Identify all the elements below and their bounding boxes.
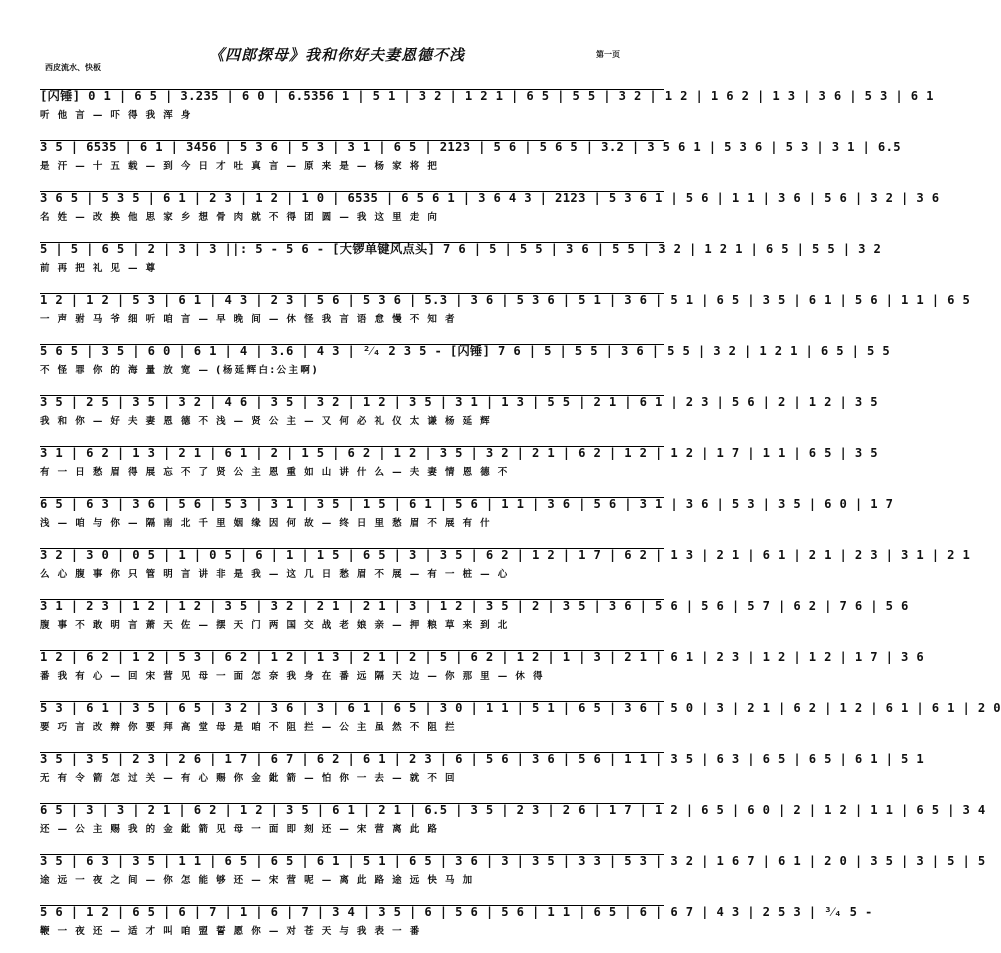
score-system-8 <box>40 443 878 494</box>
lyric-line: 名 姓 — 改 换 他 思 家 乡 想 骨 肉 就 不 得 团 圆 — 我 这 里 走 向 <box>40 212 440 223</box>
notation-line: 5 3 | 6 1 | 3 5 | 6 5 | 3 2 | 3 6 | 3 | 6 1 | 6 5 | 3 0 | 1 1 | 5 1 | 6 5 | 3 6 | 5 0 | 3 | 2 1 | 6 2 | 1 2 | 6 1 | 6 1 | 2 0 <box>40 698 664 718</box>
notation-line: 3 5 | 3 5 | 2 3 | 2 6 | 1 7 | 6 7 | 6 2 | 6 1 | 2 3 | 6 | 5 6 | 3 6 | 5 6 | 1 1 | 3 5 | 6 3 | 6 5 | 6 5 | 6 1 | 5 1 <box>40 749 664 769</box>
score-system-9 <box>40 494 894 545</box>
score-system-3 <box>40 188 940 239</box>
notation-line: 3 5 | 2 5 | 3 5 | 3 2 | 4 6 | 3 5 | 3 2 | 1 2 | 3 5 | 3 1 | 1 3 | 5 5 | 2 1 | 6 1 | 2 3 | 5 6 | 2 | 1 2 | 3 5 <box>40 392 664 412</box>
score-system-5 <box>40 290 971 341</box>
lyric-line: 不 怪 罪 你 的 海 量 放 宽 — (杨延辉白:公主啊) <box>40 365 320 376</box>
score-system-12 <box>40 647 925 698</box>
score-system-11 <box>40 596 909 647</box>
score-system-17 <box>40 902 873 953</box>
lyric-line: 有 一 日 愁 眉 得 展 忘 不 了 贤 公 主 恩 重 如 山 讲 什 么 — 夫 妻 情 恩 德 不 <box>40 467 510 478</box>
lyric-line: 要 巧 言 改 辩 你 要 拜 高 堂 母 是 咱 不 阻 拦 — 公 主 虽 然 不 阻 拦 <box>40 722 457 733</box>
notation-line: 5 6 5 | 3 5 | 6 0 | 6 1 | 4 | 3.6 | 4 3 | ²⁄₄ 2 3 5 - [闪锤] 7 6 | 5 | 5 5 | 3 6 | 5 5 | 3 2 | 1 2 1 | 6 5 | 5 5 <box>40 341 664 361</box>
meter-label: 西皮流水、快板 <box>45 62 101 72</box>
lyric-line: 还 — 公 主 赐 我 的 金 鈚 箭 见 母 一 面 即 刻 还 — 宋 营 离 此 路 <box>40 824 440 835</box>
notation-line: 6 5 | 6 3 | 3 6 | 5 6 | 5 3 | 3 1 | 3 5 | 1 5 | 6 1 | 5 6 | 1 1 | 3 6 | 5 6 | 3 1 | 3 6 | 5 3 | 3 5 | 6 0 | 1 7 <box>40 494 664 514</box>
notation-line: 6 5 | 3 | 3 | 2 1 | 6 2 | 1 2 | 3 5 | 6 1 | 2 1 | 6.5 | 3 5 | 2 3 | 2 6 | 1 7 | 1 2 | 6 5 | 6 0 | 2 | 1 2 | 1 1 | 6 5 | 3 4 <box>40 800 664 820</box>
score-body <box>40 86 1001 953</box>
notation-line: 3 1 | 2 3 | 1 2 | 1 2 | 3 5 | 3 2 | 2 1 | 2 1 | 3 | 1 2 | 3 5 | 2 | 3 5 | 3 6 | 5 6 | 5 6 | 5 7 | 6 2 | 7 6 | 5 6 <box>40 596 664 616</box>
lyric-line: 鞭 一 夜 还 — 适 才 叫 咱 盟 誓 愿 你 — 对 苍 天 与 我 表 一 番 <box>40 926 422 937</box>
score-system-10 <box>40 545 971 596</box>
page-title: 《四郎探母》我和你好夫妻恩德不浅 <box>208 46 465 64</box>
lyric-line: 听 他 言 — 吓 得 我 浑 身 <box>40 110 193 121</box>
lyric-line: 是 汗 — 十 五 载 — 到 今 日 才 吐 真 言 — 原 来 是 — 杨 家 将 把 <box>40 161 440 172</box>
notation-line: [闪锤] 0 1 | 6 5 | 3.235 | 6 0 | 6.5356 1 | 5 1 | 3 2 | 1 2 1 | 6 5 | 5 5 | 3 2 | 1 2 | 1 6 2 | 1 3 | 3 6 | 5 3 | 6 1 <box>40 86 664 106</box>
score-system-7 <box>40 392 878 443</box>
page-number: 第一页 <box>596 49 620 59</box>
score-system-16 <box>40 851 986 902</box>
score-system-13 <box>40 698 1001 749</box>
notation-line: 1 2 | 1 2 | 5 3 | 6 1 | 4 3 | 2 3 | 5 6 | 5 3 6 | 5.3 | 3 6 | 5 3 6 | 5 1 | 3 6 | 5 1 | 6 5 | 3 5 | 6 1 | 5 6 | 1 1 | 6 5 <box>40 290 664 310</box>
lyric-line: 番 我 有 心 — 回 宋 营 见 母 一 面 怎 奈 我 身 在 番 远 隔 天 边 — 你 那 里 — 休 得 <box>40 671 545 682</box>
lyric-line: 一 声 驸 马 爷 细 听 咱 言 — 早 晚 间 — 休 怪 我 言 语 怠 慢 不 知 者 <box>40 314 457 325</box>
lyric-line: 我 和 你 — 好 夫 妻 恩 德 不 浅 — 贤 公 主 — 又 何 必 礼 仪 太 谦 杨 延 辉 <box>40 416 493 427</box>
score-system-14 <box>40 749 925 800</box>
score-system-6 <box>40 341 891 392</box>
notation-line: 3 5 | 6 3 | 3 5 | 1 1 | 6 5 | 6 5 | 6 1 | 5 1 | 6 5 | 3 6 | 3 | 3 5 | 3 3 | 5 3 | 3 2 | 1 6 7 | 6 1 | 2 0 | 3 5 | 3 | 5 | 5 <box>40 851 664 871</box>
lyric-line: 前 再 把 礼 见 — 尊 <box>40 263 158 274</box>
lyric-line: 途 远 一 夜 之 间 — 你 怎 能 够 还 — 宋 营 呢 — 离 此 路 途 远 快 马 加 <box>40 875 475 886</box>
notation-line: 3 1 | 6 2 | 1 3 | 2 1 | 6 1 | 2 | 1 5 | 6 2 | 1 2 | 3 5 | 3 2 | 2 1 | 6 2 | 1 2 | 1 2 | 1 7 | 1 1 | 6 5 | 3 5 <box>40 443 664 463</box>
notation-line: 3 6 5 | 5 3 5 | 6 1 | 2 3 | 1 2 | 1 0 | 6535 | 6 5 6 1 | 3 6 4 3 | 2123 | 5 3 6 1 | 5 6 | 1 1 | 3 6 | 5 6 | 3 2 | 3 6 <box>40 188 664 208</box>
notation-line: 3 2 | 3 0 | 0 5 | 1 | 0 5 | 6 | 1 | 1 5 | 6 5 | 3 | 3 5 | 6 2 | 1 2 | 1 7 | 6 2 | 1 3 | 2 1 | 6 1 | 2 1 | 2 3 | 3 1 | 2 1 <box>40 545 664 565</box>
score-system-1 <box>40 86 934 137</box>
notation-line: 3 5 | 6535 | 6 1 | 3456 | 5 3 6 | 5 3 | 3 1 | 6 5 | 2123 | 5 6 | 5 6 5 | 3.2 | 3 5 6 1 | 5 3 6 | 5 3 | 3 1 | 6.5 <box>40 137 664 157</box>
notation-line: 5 6 | 1 2 | 6 5 | 6 | 7 | 1 | 6 | 7 | 3 4 | 3 5 | 6 | 5 6 | 5 6 | 1 1 | 6 5 | 6 | 6 7 | 4 3 | 2 5 3 | ³⁄₄ 5 - <box>40 902 664 922</box>
lyric-line: 浅 — 咱 与 你 — 隔 南 北 千 里 姻 缘 因 何 故 — 终 日 里 愁 眉 不 展 有 什 <box>40 518 493 529</box>
lyric-line: 腹 事 不 敢 明 言 萧 天 佐 — 摆 天 门 两 国 交 战 老 娘 亲 — 押 粮 草 来 到 北 <box>40 620 510 631</box>
notation-line: 5 | 5 | 6 5 | 2 | 3 | 3 ||: 5 - 5 6 - [大锣单键风点头] 7 6 | 5 | 5 5 | 3 6 | 5 5 | 3 2 | 1 2 1 | 6 5 | 5 5 | 3 2 <box>40 239 664 259</box>
score-system-2 <box>40 137 901 188</box>
score-system-15 <box>40 800 986 851</box>
page-header <box>0 0 674 85</box>
notation-line: 1 2 | 6 2 | 1 2 | 5 3 | 6 2 | 1 2 | 1 3 | 2 1 | 2 | 5 | 6 2 | 1 2 | 1 | 3 | 2 1 | 6 1 | 2 3 | 1 2 | 1 2 | 1 7 | 3 6 <box>40 647 664 667</box>
lyric-line: 么 心 腹 事 你 只 管 明 言 讲 非 是 我 — 这 几 日 愁 眉 不 展 — 有 一 桩 — 心 <box>40 569 510 580</box>
score-system-4 <box>40 239 882 290</box>
lyric-line: 无 有 令 箭 怎 过 关 — 有 心 赐 你 金 鈚 箭 — 怕 你 一 去 — 就 不 回 <box>40 773 457 784</box>
